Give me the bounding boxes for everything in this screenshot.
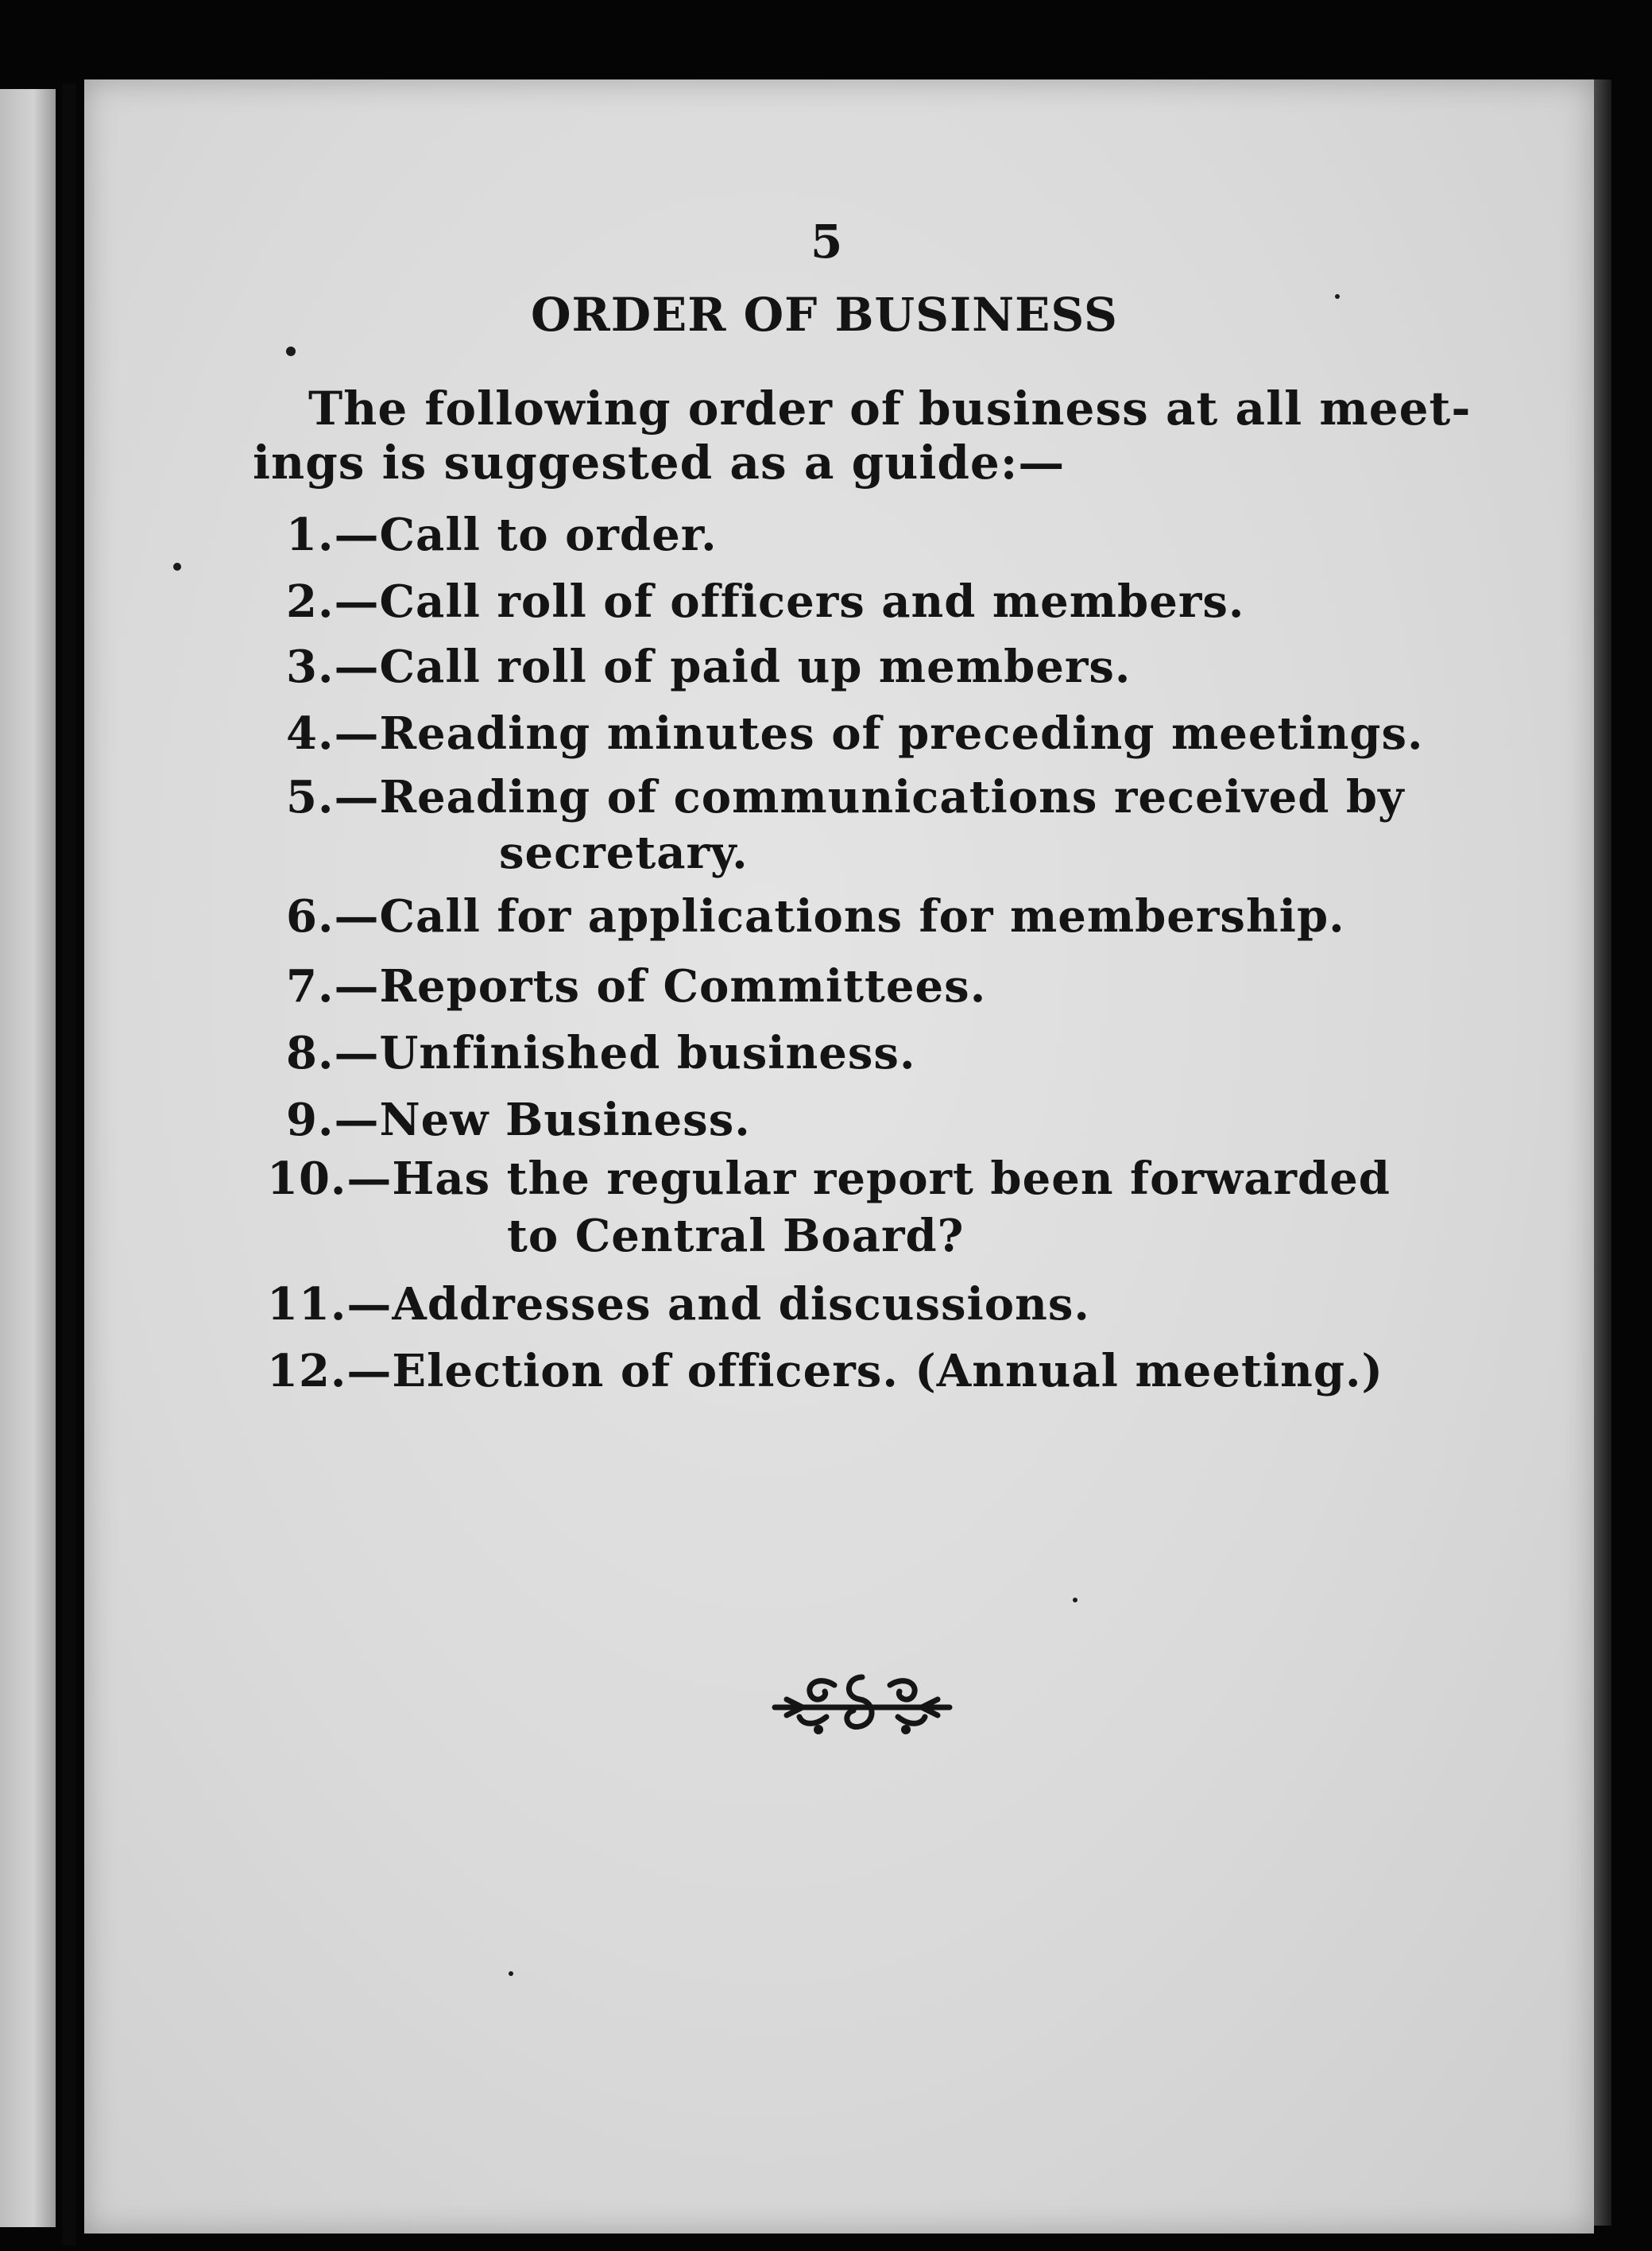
list-item: 8.—Unfinished business. <box>286 1027 916 1079</box>
book-gutter <box>62 83 76 2245</box>
list-item: 4.—Reading minutes of preceding meetings. <box>286 707 1424 760</box>
flourish-ornament-icon <box>771 1661 954 1749</box>
list-item-continuation: to Central Board? <box>507 1210 965 1262</box>
list-item: 2.—Call roll of officers and members. <box>286 575 1245 628</box>
list-item: 9.—New Business. <box>286 1094 751 1146</box>
ink-speck <box>1073 1598 1077 1602</box>
list-item: 12.—Election of officers. (Annual meeting.) <box>267 1345 1383 1397</box>
page-number: 5 <box>811 215 843 269</box>
list-item: 1.—Call to order. <box>286 509 718 561</box>
list-item: 7.—Reports of Committees. <box>286 960 987 1013</box>
list-item: 3.—Call roll of paid up members. <box>286 641 1132 693</box>
intro-line-2: ings is suggested as a guide:— <box>253 436 1066 490</box>
ink-speck <box>509 1971 513 1976</box>
intro-line-1: The following order of business at all meet- <box>308 382 1472 436</box>
ink-speck <box>1335 294 1340 299</box>
ink-speck <box>173 563 181 571</box>
list-item: 11.—Addresses and discussions. <box>267 1278 1090 1331</box>
list-item: 6.—Call for applications for membership. <box>286 890 1345 943</box>
ink-speck <box>286 347 296 356</box>
page-heading: ORDER OF BUSINESS <box>531 288 1118 342</box>
list-item: 5.—Reading of communications received by <box>286 771 1405 823</box>
list-item: 10.—Has the regular report been forwarded <box>267 1153 1391 1205</box>
page-right-edge <box>1594 79 1611 2226</box>
list-item-continuation: secretary. <box>499 827 749 879</box>
facing-page-edge <box>0 89 56 2227</box>
